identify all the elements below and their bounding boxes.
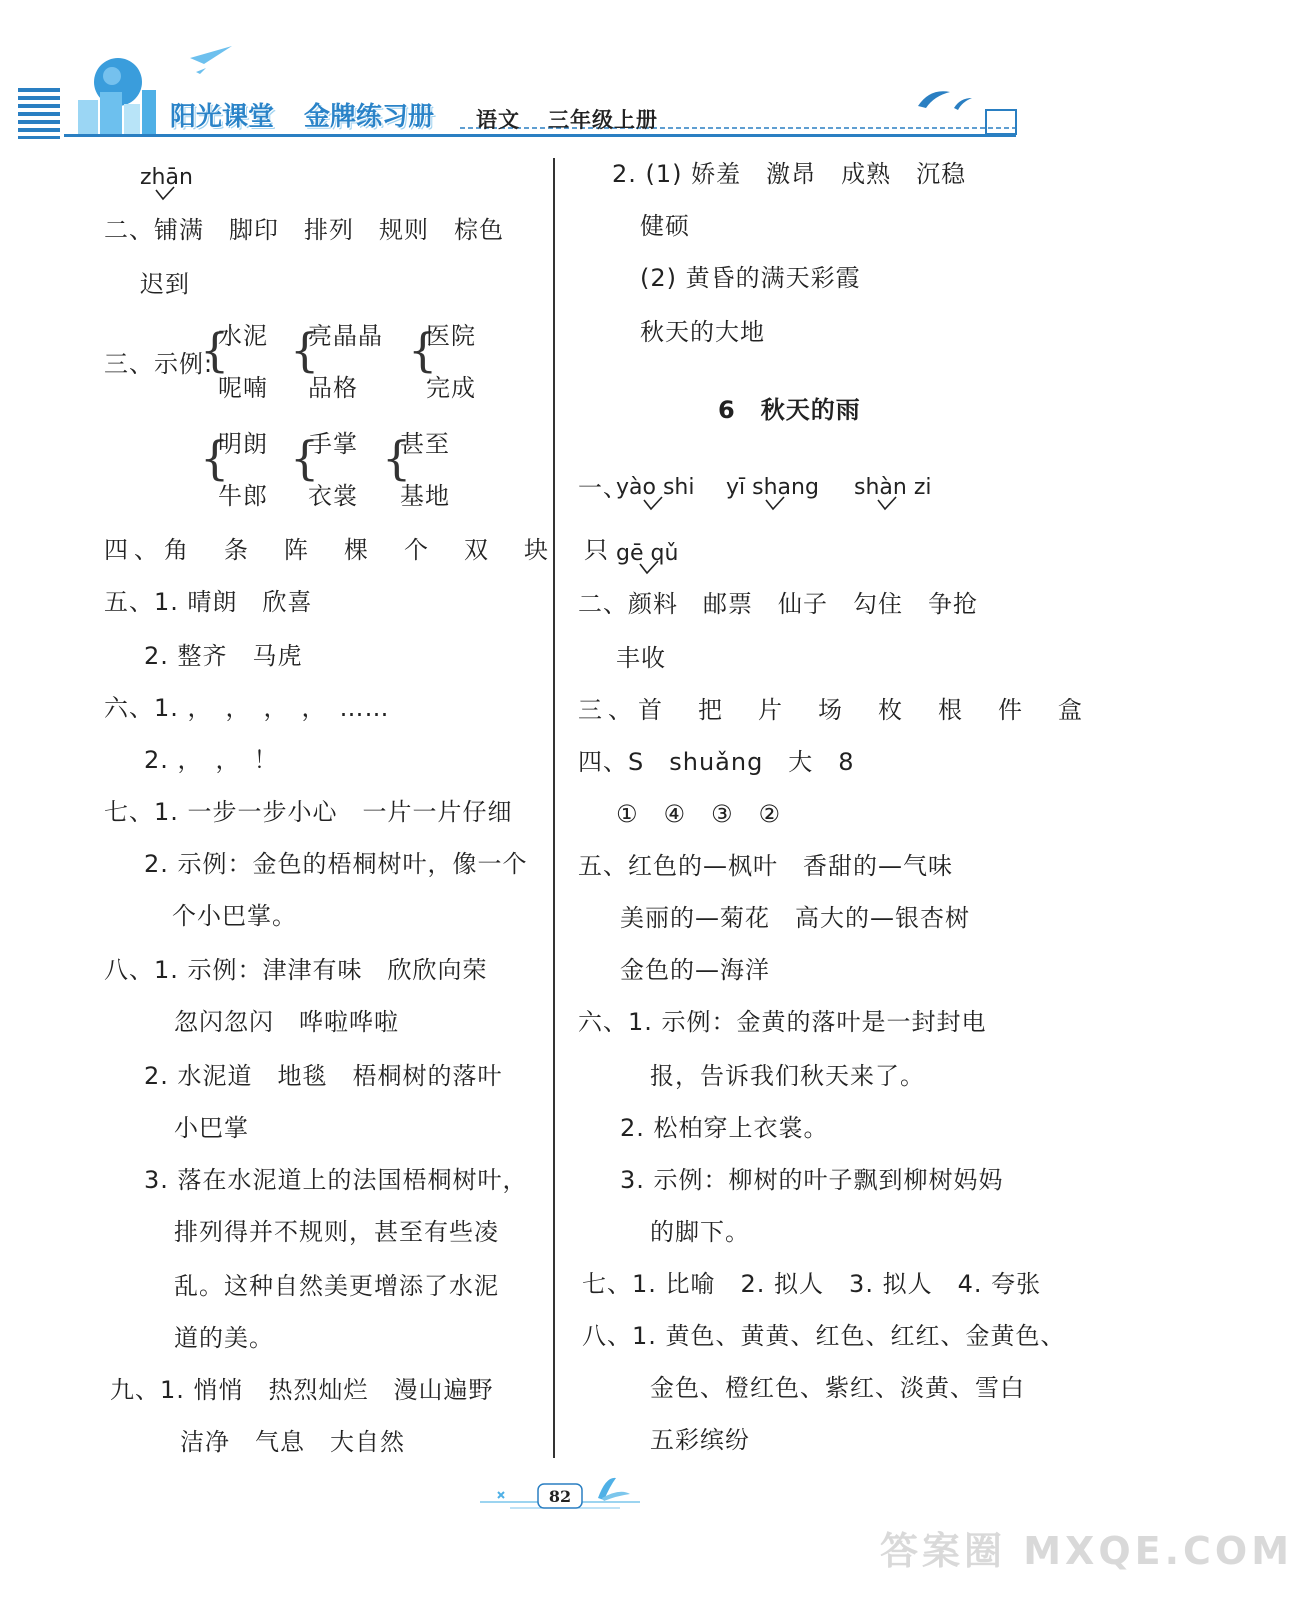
left-s7-1: 七、1. 一步一步小心 一片一片仔细 [104,798,513,826]
right-q8c: 五彩缤纷 [650,1426,750,1454]
lesson-title: 6 秋天的雨 [718,396,861,424]
brace-icon: { [408,323,438,377]
pinyin-yishang: yī shang [726,475,819,500]
group3-b: 完成 [426,374,476,402]
right-q8b: 金色、橙红色、紫红、淡黄、雪白 [650,1374,1025,1402]
right-q6-3b: 的脚下。 [650,1218,750,1246]
left-s8-1b: 忽闪忽闪 哗啦哗啦 [174,1008,399,1036]
group5-a: 手掌 [308,430,358,458]
brace-icon: { [290,323,320,377]
left-s8-1a: 八、1. 示例：津津有味 欣欣向荣 [104,956,488,984]
header-banner-graphic [0,0,1091,150]
left-s4: 四、角 条 阵 棵 个 双 块 只 [104,536,614,564]
left-s6-1: 六、1. ， ， ， ， …… [104,694,390,722]
group1-a: 水泥 [218,322,268,350]
left-s8-2b: 小巴掌 [174,1114,249,1142]
page-number: 82 [548,1487,572,1506]
right-q5c: 金色的—海洋 [620,956,770,984]
left-s8-3a: 3. 落在水泥道上的法国梧桐树叶， [144,1166,528,1194]
group2-a: 亮晶晶 [308,322,383,350]
right-q5a: 五、红色的—枫叶 香甜的—气味 [578,852,953,880]
left-s7-2a: 2. 示例：金色的梧桐树叶，像一个 [144,850,528,878]
tone-check-mark [764,496,786,512]
group6-a: 甚至 [400,430,450,458]
right-q4b: ① ④ ③ ② [616,800,782,828]
right-q2-1b: 健硕 [640,212,690,240]
right-q3: 三、首 把 片 场 枚 根 件 盒 [578,696,1088,724]
page-footer [470,1468,650,1516]
left-s2-line2: 迟到 [140,270,190,298]
right-q6-3a: 3. 示例：柳树的叶子飘到柳树妈妈 [620,1166,1004,1194]
left-s2-line1: 二、铺满 脚印 排列 规则 棕色 [104,216,504,244]
right-q5b: 美丽的—菊花 高大的—银杏树 [620,904,970,932]
group2-b: 品格 [308,374,358,402]
brace-icon: { [200,431,230,485]
right-q6-2: 2. 松柏穿上衣裳。 [620,1114,829,1142]
right-q2-1a: 2. (1) 娇羞 激昂 成熟 沉稳 [612,160,967,188]
right-q1-label: 一、 [578,474,628,502]
group5-b: 衣裳 [308,482,358,510]
tone-check-mark [638,560,660,576]
right-q6-1a: 六、1. 示例：金黄的落叶是一封封电 [578,1008,987,1036]
header-brand-1: 阳光课堂 [170,102,275,132]
right-q2-2a: (2) 黄昏的满天彩霞 [640,264,861,292]
left-s8-2a: 2. 水泥道 地毯 梧桐树的落叶 [144,1062,503,1090]
pinyin-yaoshi: yào shi [616,475,695,500]
header-subject: 语文 [476,108,520,132]
page-header [0,0,1091,150]
left-s3-label: 三、示例: [104,350,214,378]
right-q2b: 丰收 [616,644,666,672]
group6-b: 基地 [400,482,450,510]
left-s5-1: 五、1. 晴朗 欣喜 [104,588,313,616]
group3-a: 医院 [426,322,476,350]
column-divider [553,158,555,1458]
group4-a: 明朗 [218,430,268,458]
left-s9-1a: 九、1. 悄悄 热烈灿烂 漫山遍野 [110,1376,494,1404]
pinyin-gequ: gē qǔ [616,541,679,566]
left-s8-3c: 乱。这种自然美更增添了水泥 [174,1272,499,1300]
watermark: 答案圈 MXQE.COM [880,1529,1293,1573]
pinyin-zhan: zhān [140,165,193,190]
right-q4a: 四、S shuǎng 大 8 [578,748,855,776]
tone-check-mark [642,496,664,512]
tone-check-mark [876,496,898,512]
tone-check-mark [154,186,176,202]
left-s8-3b: 排列得并不规则，甚至有些凌 [174,1218,499,1246]
group1-b: 呢喃 [218,374,268,402]
right-q2-2b: 秋天的大地 [640,318,765,346]
left-s9-1b: 洁净 气息 大自然 [180,1428,405,1456]
left-s5-2: 2. 整齐 马虎 [144,642,303,670]
header-grade: 三年级上册 [548,108,658,132]
right-q8a: 八、1. 黄色、黄黄、红色、红红、金黄色、 [582,1322,1066,1350]
right-q6-1b: 报，告诉我们秋天来了。 [650,1062,925,1090]
pinyin-shanzi: shàn zi [854,475,932,500]
header-brand-2: 金牌练习册 [304,102,435,132]
group4-b: 牛郎 [218,482,268,510]
right-q2a: 二、颜料 邮票 仙子 勾住 争抢 [578,590,978,618]
brace-icon: { [290,431,320,485]
left-s6-2: 2. ， ， ！ [144,746,279,774]
left-s7-2b: 个小巴掌。 [172,902,297,930]
left-s8-3d: 道的美。 [174,1324,274,1352]
brace-icon: { [382,431,412,485]
right-q7: 七、1. 比喻 2. 拟人 3. 拟人 4. 夸张 [582,1270,1042,1298]
brace-icon: { [200,323,230,377]
